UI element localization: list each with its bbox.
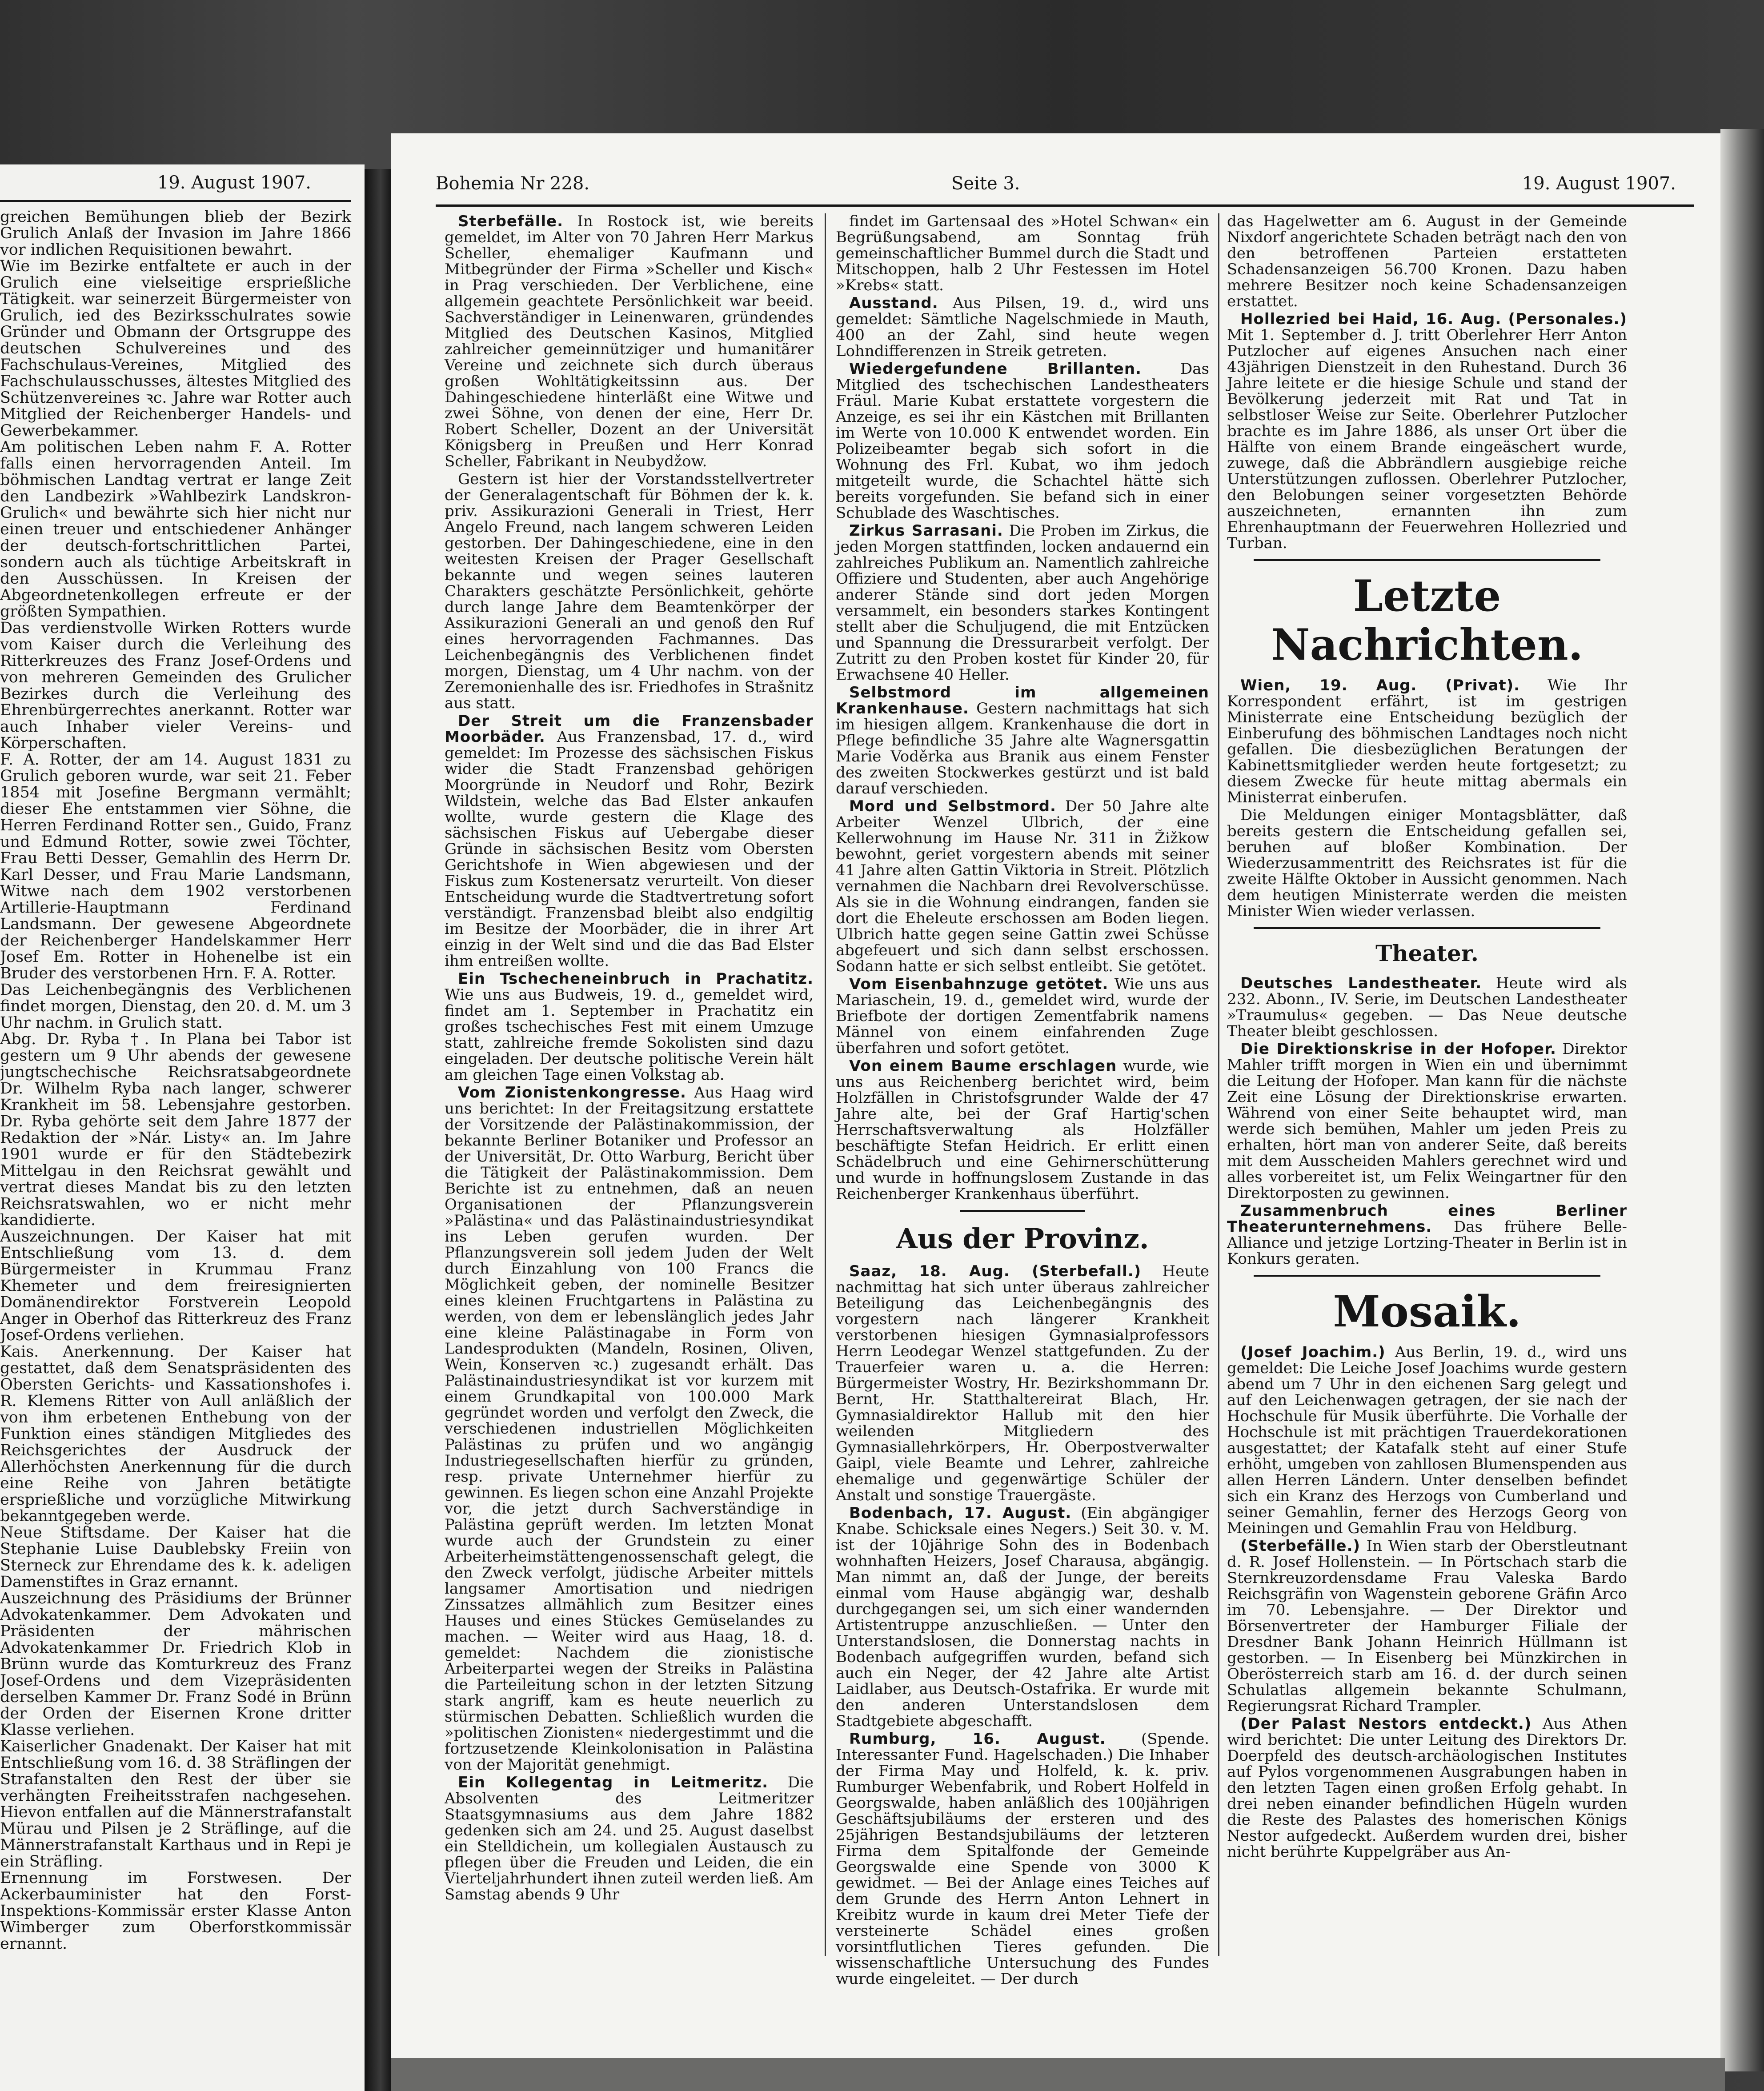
- masthead: [405, 173, 1707, 200]
- article-heading: Die Direktionskrise in der Hofoper.: [1240, 1040, 1556, 1058]
- page-gutter: [365, 169, 391, 2091]
- article-body: Mit 1. September d. J. tritt Oberlehrer Herr Anton Putzlocher auf eigenes Ansuchen nach einer 43jährigen Dienstzeit in den Ruhestand. Durch 36 Jahre leitete er die hiesige Schule und stand der Bevölkerung jederzeit mit Rat und Tat in selbstloser Weise zur Seite. Oberlehrer Putzlocher brachte es im Jahre 1886, als unser Ort über die Hälfte von einem Brande eingeäschert wurde, zuwege, daß die Abbrändlern ausgiebige reiche Unterstützungen zuflossen. Oberlehrer Putzlocher, den Belobungen seiner vorgesetzten Behörde auszeichneten, ernannten ihn zum Ehrenhauptmann der Feuerwehren Hollezried und Turban.: [1227, 326, 1627, 552]
- masthead-rule: [436, 204, 1694, 207]
- column-rule: [825, 213, 826, 1956]
- article: [445, 471, 814, 711]
- article-body: Heute nachmittag hat sich unter überaus zahlreicher Beteiligung das Leichenbegängnis des vorgestern nach längerer Krankheit verstorbenen hiesigen Gymnasialprofessors Herrn Leodegar Wenzel stattgefunden. Zu der Trauerfeier waren u. a. die Herren: Bürgermeister Wostry, Hr. Bezirkshommann Dr. Bernt, Hr. Statthaltereirat Blach, Hr. Gymnasialdirektor Hallub mit den hier weilenden Mitgliedern des Gymnasiallehrkörpers, Hr. Oberpostverwalter Gaipl, viele Beamte und Lehrer, zahlreiche ehemalige und gegenwärtige Schüler der Anstalt und sonstige Trauergäste.: [836, 1262, 1209, 1504]
- article: [1227, 1041, 1627, 1201]
- article-heading: Hollezried bei Haid, 16. Aug. (Personales.): [1240, 310, 1627, 328]
- article-heading: Sterbefälle.: [458, 212, 563, 230]
- masthead-date: 19. August 1907.: [1522, 173, 1676, 194]
- article: [1227, 807, 1627, 919]
- article: [836, 685, 1209, 797]
- article: [836, 1731, 1209, 1987]
- article-heading: Saaz, 18. Aug. (Sterbefall.): [849, 1262, 1142, 1280]
- article-heading: Von einem Baume erschlagen: [849, 1057, 1117, 1075]
- article-hagel-continued: das Hagelwetter am 6. August in der Gemeinde Nixdorf angerichtete Schaden beträgt nach den von den betroffenen Parteien erstatteten Schadensanzeigen 56.700 Kronen. Dazu haben mehrere Besitzer noch keine Schadensanzeigen erstattet.: [1227, 212, 1627, 310]
- article-body: Wie uns aus Budweis, 19. d., gemeldet wird, findet am 1. September in Prachatitz ein großes tschechisches Fest mit einem Umzuge statt, zahlreiche fremde Sokolisten sind dazu eingeladen. Der deutsche politische Verein hält am gleichen Tage einen Volkstag ab.: [445, 986, 814, 1084]
- left-page-paragraph: Das verdienstvolle Wirken Rotters wurde vom Kaiser durch die Verleihung des Ritterkreuzes des Franz Josef-Ordens und von mehreren Gemeinden des Grulicher Bezirkes durch die Verleihung des Ehrenbürgerrechtes anerkannt. Rotter war auch Inhaber vieler Vereins- und Körperschaften.: [0, 619, 351, 752]
- article-heading: Zirkus Sarrasani.: [849, 522, 1003, 540]
- article-heading: Selbstmord im allgemeinen Krankenhause.: [836, 684, 1209, 717]
- article-body: (Spende. Interessanter Fund. Hagelschaden.) Die Inhaber der Firma May und Holfeld, k. k. priv. Rumburger Webenfabrik, und Robert Holfeld in Georgswalde, haben anläßlich des 100jährigen Geschäftsjubiläums der ersteren und des 25jährigen Bestandsjubiläums der letzteren Firma dem Spitalfonde der Gemeinde Georgswalde eine Spende von 3000 K gewidmet. — Bei der Anlage eines Teiches auf dem Grunde des Herrn Anton Lehnert in Kreibitz wurde in kaum drei Meter Tiefe der versteinerte Schädel eines großen vorsintflutlichen Tieres gefunden. Die wissenschaftliche Untersuchung des Fundes wurde eingeleitet. — Der durch: [836, 1730, 1209, 1988]
- section-divider: [1254, 927, 1600, 929]
- article: [1227, 1344, 1627, 1536]
- left-page-paragraph: Auszeichnungen. Der Kaiser hat mit Entschließung vom 13. d. dem Bürgermeister in Krummau Franz Khemeter und dem freiresignierten Domänendirektor Forstverein Leopold Anger in Oberhof das Ritterkreuz des Franz Josef-Ordens verliehen.: [0, 1228, 351, 1344]
- section-divider: [1254, 1275, 1600, 1277]
- section-heading-letzte-nachrichten: Letzte Nachrichten.: [1271, 571, 1584, 670]
- article-body: Direktor Mahler trifft morgen in Wien ein und übernimmt die Leitung der Hofoper. Man kann für die nächste Zeit eine Lösung der Direktionskrise erwarten. Während von einer Seite behauptet wird, man werde sich bemühen, Mahler um jeden Preis zu erhalten, hört man von anderer Seite, daß bereits mit dem Ausscheiden Mahlers gerechnet wird und alles vorbereitet ist, um Felix Weingartner für den Direktorposten zu gewinnen.: [1227, 1040, 1627, 1202]
- article-heading: Ausstand.: [849, 294, 938, 312]
- left-page-paragraph: Neue Stiftsdame. Der Kaiser hat die Stephanie Luise Daublebsky Freiin von Sterneck zur Ehrendame des k. k. adeligen Damenstiftes in Graz ernannt.: [0, 1524, 351, 1591]
- article-body: Aus Berlin, 19. d., wird uns gemeldet: Die Leiche Josef Joachims wurde gestern abend um 7 Uhr in den eichenen Sarg gelegt und auf den Leichenwagen getragen, der sie nach der Hochschule für Musik überführte. Die Vorhalle der Hochschule ist mit prächtigen Trauerdekorationen ausgestattet; der Katafalk steht auf einer Stufe erhöht, umgeben von zahllosen Blumenspenden aus allen Herren Ländern. Unter denselben befindet sich ein Kranz des Herzogs von Cumberland und seiner Gemahlin, ferner des Herzogs Georg von Meiningen und Gemahlin Frau von Heldburg.: [1227, 1343, 1627, 1537]
- article-body: Wie uns aus Mariaschein, 19. d., gemeldet wird, wurde der Briefbote der dortigen Zementfabrik namens Männel von einem einfahrenden Zuge überfahren und sofort getötet.: [836, 975, 1209, 1057]
- article-body: Das Mitglied des tschechischen Landestheaters Fräul. Marie Kubat erstattete vorgestern die Anzeige, es sei ihr ein Kästchen mit Brillanten im Werte von 10.000 K entwendet worden. Ein Polizeibeamter begab sich sofort in die Wohnung des Frl. Kubat, wo ihm jedoch mitgeteilt wurde, die Schachtel hätte sich bereits vorgefunden. Sie befand sich in einer Schublade des Waschtisches.: [836, 360, 1209, 522]
- article-heading: Ein Kollegentag in Leitmeritz.: [458, 1774, 769, 1791]
- article: [445, 971, 814, 1083]
- column-rule: [1218, 213, 1219, 1956]
- article-body: Das frühere Belle-Alliance und jetzige Lortzing-Theater in Berlin ist in Konkurs geraten.: [1227, 1218, 1627, 1268]
- article-body: In Rostock ist, wie bereits gemeldet, im Alter von 70 Jahren Herr Markus Scheller, ehemaliger Kaufmann und Mitbegründer der Firma »Scheller und Kisch« in Prag verschieden. Der Verblichene, eine allgemein geachtete Persönlichkeit war beeid. Sachverständiger in Leinenwaren, gründendes Mitglied des Deutschen Kasinos, Mitglied zahlreicher gemeinnütziger und humanitärer Vereine und zeichnete sich durch überaus großen Wohltätigkeitssinn aus. Der Dahingeschiedene hinterläßt eine Witwe und zwei Söhne, von denen der eine, Herr Dr. Robert Scheller, Dozent an der Universität Königsberg in Preußen und Herr Konrad Scheller, Fabrikant in Neubydžow.: [445, 212, 814, 470]
- article-heading: Bodenbach, 17. August.: [849, 1504, 1072, 1522]
- page-stack-edge: [1720, 129, 1764, 2071]
- article-heading: Mord und Selbstmord.: [849, 797, 1056, 815]
- left-page: [0, 164, 365, 2091]
- article-body: Gestern nachmittags hat sich im hiesigen allgem. Krankenhause die dort in Pflege befindliche 35 Jahre alte Wagnersgattin Marie Voděrka aus Branik aus einem Fenster des zweiten Stockwerkes gestürzt und ist bald darauf verschieden.: [836, 700, 1209, 797]
- article-body: Der 50 Jahre alte Arbeiter Wenzel Ulbrich, der eine Kellerwohnung im Hause Nr. 311 in Žižkow bewohnt, geriet vorgestern abends mit seiner 41 Jahre alten Gattin Viktoria in Streit. Plötzlich vernahmen die Nachbarn drei Revolverschüsse. Als sie in die Wohnung eindrangen, fanden sie dort die Eheleute erschossen am Boden liegen. Ulbrich hatte gegen seine Gattin zwei Schüsse abgefeuert und sich dann selbst erschossen. Sodann hatte er sich selbst entleibt. Sie getötet.: [836, 797, 1209, 975]
- left-page-paragraph: greichen Bemühungen blieb der Bezirk Grulich Anlaß der Invasion im Jahre 1866 vor indlichen Requisitionen bewahrt.: [0, 208, 351, 259]
- column-3: [1227, 213, 1627, 1862]
- right-page: [391, 133, 1720, 2058]
- article: [836, 976, 1209, 1056]
- left-header-rule: [0, 200, 351, 202]
- article-heading: Zusammenbruch eines Berliner Theaterunternehmens.: [1227, 1202, 1627, 1236]
- article: [836, 213, 1209, 293]
- section-heading-aus-der-provinz: Aus der Provinz.: [896, 1222, 1149, 1255]
- article-heading: Rumburg, 16. August.: [849, 1730, 1106, 1748]
- article-body: (Ein abgängiger Knabe. Schicksale eines Negers.) Seit 30. v. M. ist der 10jährige Sohn des in Bodenbach wohnhaften Heizers, Josef Charausa, abgängig. Man nimmt an, daß der Junge, der bereits einmal vom Hause abgängig war, deshalb durchgegangen sei, um sich einer wandernden Artistentruppe anzuschließen. — Unter den Unterstandslosen, die Donnerstag nachts in Bodenbach aufgegriffen wurden, befand sich auch ein Neger, der 42 Jahre alte Artist Laidlaber, aus Deutsch-Ostafrika. Er wurde mit den anderen Unterstandslosen dem Stadtgebiete abgeschafft.: [836, 1504, 1209, 1730]
- article: [1227, 975, 1627, 1039]
- left-page-paragraph: Wie im Bezirke entfaltete er auch in der Grulich eine vielseitige ersprießliche Tätigkeit. war seinerzeit Bürgermeister von Grulich, ied des Bezirksschulrates sowie Gründer und Obmann der Ortsgruppe des deutschen Schulvereines und des Fachschulaus-Vereines, Mitglied des Fachschulausschusses, ältestes Mitglied des Schützenvereines ꝛc. Jahre war Rotter auch Mitglied der Reichenberger Handels- und Gewerbekammer.: [0, 257, 351, 440]
- article-hollezried: [1227, 311, 1627, 551]
- left-page-paragraph: Auszeichnung des Präsidiums der Brünner Advokatenkammer. Dem Advokaten und Präsidenten der mährischen Advokatenkammer Dr. Friedrich Klob in Brünn wurde das Komturkreuz des Franz Josef-Ordens und dem Vizepräsidenten derselben Kammer Dr. Franz Sodé in Brünn der Orden der Eisernen Krone dritter Klasse verliehen.: [0, 1590, 351, 1739]
- left-page-paragraph: Kais. Anerkennung. Der Kaiser hat gestattet, daß dem Senatspräsidenten des Obersten Gerichts- und Kassationshofes i. R. Klemens Ritter von Aull anläßlich der von ihm erbetenen Enthebung von der Funktion eines ständigen Mitgliedes des Reichsgerichtes der Ausdruck der Allerhöchsten Anerkennung für die durch eine Reihe von Jahren betätigte ersprießliche und vorzügliche Mitwirkung bekanntgegeben werde.: [0, 1343, 351, 1525]
- article-body: Aus Pilsen, 19. d., wird uns gemeldet: Sämtliche Nagelschmiede in Mauth, 400 an der Zahl, sind heute wegen Lohndifferenzen in Streik getreten.: [836, 294, 1209, 360]
- article-body: Heute wird als 232. Abonn., IV. Serie, im Deutschen Landestheater »Traumulus« gegeben. — Das Neue deutsche Theater bleibt geschlossen.: [1227, 974, 1627, 1040]
- theater-articles: [1227, 975, 1627, 1267]
- article: [1227, 1538, 1627, 1714]
- article: [1227, 677, 1627, 805]
- article: [445, 213, 814, 469]
- column-1: [445, 213, 814, 1904]
- masthead-paper-name: Bohemia Nr 228.: [436, 173, 590, 194]
- left-page-date: 19. August 1907.: [157, 172, 311, 193]
- article-heading: Wien, 19. Aug. (Privat).: [1240, 677, 1520, 694]
- article: [836, 798, 1209, 974]
- article-heading: (Sterbefälle.): [1240, 1537, 1361, 1555]
- article-heading: Der Streit um die Franzensbader Moorbäder.: [445, 712, 814, 746]
- article-body: wurde, wie uns aus Reichenberg berichtet wird, beim Holzfällen in Christofsgrunder Walde der 47 Jahre alte, bei der Graf Hartig'schen Herrschaftsverwaltung als Holzfäller beschäftigte Stefan Heidrich. Er erlitt einen Schädelbruch und eine Gehirnerschütterung und wurde in hoffnungslosem Zustande in das Reichenberger Krankenhaus überführt.: [836, 1057, 1209, 1203]
- article: [445, 1085, 814, 1773]
- article: [836, 523, 1209, 683]
- article-body: findet im Gartensaal des »Hotel Schwan« ein Begrüßungsabend, am Sonntag früh gemeinschaftlicher Bummel durch die Stadt und Mitschoppen, halb 2 Uhr Festessen im Hotel »Krebs« statt.: [836, 212, 1209, 294]
- left-page-text: [0, 209, 351, 1952]
- article-heading: Vom Zionistenkongresse.: [458, 1084, 686, 1102]
- left-page-paragraph: F. A. Rotter, der am 14. August 1831 zu Grulich geboren wurde, war seit 21. Feber 1854 mit Josefine Bergmann vermählt; dieser Ehe entstammen vier Söhne, die Herren Ferdinand Rotter sen., Guido, Franz und Edmund Rotter, sowie zwei Töchter, Frau Betti Desser, Gemahlin des Herrn Dr. Karl Desser, und Frau Marie Landsmann, Witwe nach dem 1902 verstorbenen Artillerie-Hauptmann Ferdinand Landsmann. Der gewesene Abgeordnete der Reichenberger Handelskammer Herr Josef Em. Rotter in Hohenelbe ist ein Bruder des verstorbenen Hrn. F. A. Rotter.: [0, 751, 351, 982]
- article-body: Aus Athen wird berichtet: Die unter Leitung des Direktors Dr. Doerpfeld des deutsch-archäologischen Institutes auf Pylos vorgenommenen Ausgrabungen haben in den letzten Tagen einen großen Erfolg gehabt. In drei neben einander befindlichen Hügeln wurden die Reste des Palastes des homerischen Königs Nestor aufgedeckt. Außerdem wurden drei, bisher nicht berührte Kuppelgräber aus An-: [1227, 1715, 1627, 1861]
- letzte-nachrichten-articles: [1227, 677, 1627, 919]
- mosaik-articles: [1227, 1344, 1627, 1860]
- article-body: Die Absolventen des Leitmeritzer Staatsgymnasiums aus dem Jahre 1882 gedenken sich am 24. und 25. August daselbst ein Stelldichein, um kollegialen Austausch zu pflegen über die Freuden und Leiden, die ein Vierteljahrhundert ihnen zuteil werden ließ. Am Samstag abends 9 Uhr: [445, 1774, 814, 1903]
- article-body: Aus Franzensbad, 17. d., wird gemeldet: Im Prozesse des sächsischen Fiskus wider die Stadt Franzensbad gehörigen Moorgründe in Neudorf und Rohr, Bezirk Wildstein, welche das Bad Elster ankaufen wollte, wurde gestern die Klage des sächsischen Fiskus auf Uebergabe dieser Gründe in sächsischen Besitz vom Obersten Gerichtshofe in Wien abgewiesen und der Fiskus zum Kostenersatz verurteilt. Von dieser Entscheidung wurde die Stadtvertretung sofort verständigt. Franzensbad bleibt also endgiltig im Besitze der Moorbäder, die in ihrer Art einzig in der Welt sind und die das Bad Elster ihm entreißen wollte.: [445, 728, 814, 970]
- article-heading: (Der Palast Nestors entdeckt.): [1240, 1715, 1532, 1733]
- left-page-paragraph: Am politischen Leben nahm F. A. Rotter falls einen hervorragenden Anteil. Im böhmischen Landtag vertrat er lange Zeit den Landbezirk »Wahlbezirk Landskron-Grulich« und bewährte sich hier nicht nur einen treuer und entschiedener Anhänger der deutsch-fortschrittlichen Partei, sondern auch als tüchtige Arbeitskraft in den Ausschüssen. In Kreisen der Abgeordnetenkollegen erfreute er der größten Sympathien.: [0, 438, 351, 621]
- article: [445, 713, 814, 969]
- left-page-paragraph: Abg. Dr. Ryba †. In Plana bei Tabor ist gestern um 9 Uhr abends der gewesene jungtschechische Reichsratsabgeordnete Dr. Wilhelm Ryba nach langer, schwerer Krankheit im 58. Lebensjahre gestorben. Dr. Ryba gehörte seit dem Jahre 1877 der Redaktion der »Nár. Listy« an. Im Jahre 1901 wurde er für den Städtebezirk Mittelgau in den Reichsrat gewählt und vertrat dieses Mandat bis zu den letzten Reichsratswahlen, wo er nicht mehr kandidierte.: [0, 1030, 351, 1229]
- article: [836, 1505, 1209, 1729]
- left-page-paragraph: Das Leichenbegängnis des Verblichenen findet morgen, Dienstag, den 20. d. M. um 3 Uhr nachm. in Grulich statt.: [0, 981, 351, 1032]
- article-body: Wie Ihr Korrespondent erfährt, ist im gestrigen Ministerrate eine Entscheidung bezüglich der Einberufung des böhmischen Landtages noch nicht gefallen. Die diesbezüglichen Beratungen der Kabinettsmitglieder werden heute fortgesetzt; zu diesem Zwecke für heute mittag abermals ein Ministerrat einberufen.: [1227, 677, 1627, 806]
- left-page-paragraph: Ernennung im Forstwesen. Der Ackerbauminister hat den Forst-Inspektions-Kommissär erster Klasse Anton Wimberger zum Oberforstkommissär ernannt.: [0, 1869, 351, 1953]
- article-body: Die Meldungen einiger Montagsblätter, daß bereits gestern die Entscheidung gefallen sei, beruhen auf bloßer Kombination. Der Wiederzusammentritt des Reichsrates ist für die zweite Hälfte Oktober in Aussicht genommen. Nach dem heutigen Ministerrate werden die meisten Minister Wien wieder verlassen.: [1227, 806, 1627, 920]
- article-heading: Ein Tschecheneinbruch in Prachatitz.: [458, 970, 814, 988]
- article: [1227, 1716, 1627, 1860]
- masthead-page-number: Seite 3.: [951, 173, 1020, 194]
- left-page-paragraph: Kaiserlicher Gnadenakt. Der Kaiser hat mit Entschließung vom 16. d. 38 Sträflingen der Strafanstalten den Rest der über sie verhängten Freiheitsstrafen nachgesehen. Hievon entfallen auf die Männerstrafanstalt Mürau und Pilsen je 2 Sträflinge, auf die Männerstrafanstalt Karthaus und in Repi je ein Sträfling.: [0, 1738, 351, 1871]
- article: [1227, 1203, 1627, 1267]
- article-body: Die Proben im Zirkus, die jeden Morgen stattfinden, locken andauernd ein zahlreiches Publikum an. Namentlich zahlreiche Offiziere und Studenten, aber auch Angehörige anderer Stände sind dort jeden Morgen versammelt, ein besonders starkes Kontingent stellt aber die Schuljugend, die mit Entzücken und Spannung die Dressurarbeit verfolgt. Der Zutritt zu den Proben kostet für Kinder 20, für Erwachsene 40 Heller.: [836, 522, 1209, 684]
- page-bottom-edge: [391, 2058, 1725, 2091]
- section-heading-mosaik: Mosaik.: [1333, 1286, 1521, 1337]
- article-heading: Vom Eisenbahnzuge getötet.: [849, 975, 1109, 993]
- article: [836, 1263, 1209, 1503]
- article-body: Gestern ist hier der Vorstandsstellvertreter der Generalagentschaft für Böhmen der k. k. priv. Assikurazioni Generali in Triest, Herr Angelo Freund, nach langem schweren Leiden gestorben. Der Dahingeschiedene, eine in den weitesten Kreisen der Prager Gesellschaft bekannte und wegen seines lauteren Charakters geschätzte Persönlichkeit, gehörte durch lange Jahre dem Beamtenkörper der Assikurazioni Generali an und genoß den Ruf eines hervorragenden Fachmannes. Das Leichenbegängnis des Verblichenen findet morgen, Dienstag, um 4 Uhr nachm. von der Zeremonienhalle des isr. Friedhofes in Strašnitz aus statt.: [445, 470, 814, 712]
- section-divider: [960, 1210, 1085, 1212]
- article-heading: (Josef Joachim.): [1240, 1343, 1386, 1361]
- article: [836, 295, 1209, 359]
- article: [836, 361, 1209, 521]
- article-body: In Wien starb der Oberstleutnant d. R. Josef Hollenstein. — In Pörtschach starb die Sternkreuzordensdame Frau Valeska Bardo Reichsgräfin von Wagenstein geborene Gräfin Arco im 70. Lebensjahre. — Der Direktor und Börsenvertreter der Hamburger Filiale der Dresdner Bank Johann Heinrich Hüllmann ist gestorben. — In Eisenberg bei Münzkirchen in Oberösterreich starb am 16. d. der durch seinen Schulatlas allgemein bekannte Schulmann, Regierungsrat Richard Trampler.: [1227, 1537, 1627, 1715]
- article: [836, 1058, 1209, 1202]
- article-heading: Deutsches Landestheater.: [1240, 974, 1482, 992]
- section-divider: [1254, 559, 1600, 561]
- column-2: [836, 213, 1209, 1989]
- article-heading: Wiedergefundene Brillanten.: [849, 360, 1142, 378]
- article: [445, 1775, 814, 1903]
- section-heading-theater: Theater.: [1375, 940, 1479, 966]
- article-body: Aus Haag wird uns berichtet: In der Freitagsitzung erstattete der Vorsitzende der Palästinakommission, der bekannte Berliner Botaniker und Professor an der Universität, Dr. Otto Warburg, Bericht über die Tätigkeit der Palästinakommission. Dem Berichte ist zu entnehmen, daß an neuen Organisationen der Pflanzungsverein »Palästina« und das Palästinaindustriesyndikat ins Leben gerufen wurden. Der Pflanzungsverein soll jedem Juden der Welt durch Einzahlung von 100 Francs die Möglichkeit geben, der nominelle Besitzer eines kleinen Fruchtgartens in Palästina zu werden, von dem er lebenslänglich jedes Jahr eine kleine Palästinagabe in Form von Landesprodukten (Mandeln, Rosinen, Oliven, Wein, Konserven ꝛc.) zugesandt erhält. Das Palästinaindustriesyndikat ist vor kurzem mit einem Grundkapital von 100.000 Mark gegründet worden und verfolgt den Zweck, die verschiedenen industriellen Möglichkeiten Palästinas zu prüfen und wo angängig Industriegesellschaften hierfür zu gründen, resp. private Unternehmer hierfür zu gewinnen. Es liegen schon eine Anzahl Projekte vor, die jetzt durch Sachverständige in Palästina geprüft werden. Im letzten Monat wurde auch der Grundstein zu einer Arbeiterheimstättengenossenschaft gelegt, die den Zweck verfolgt, jüdische Arbeiter mittels langsamer Amortisation und niedrigen Zinssatzes allmählich zum Besitzer eines Hauses und eines Stückes Gemüselandes zu machen. — Weiter wird aus Haag, 18. d. gemeldet: Nachdem die zionistische Arbeiterpartei wegen der Streiks in Palästina die Parteileitung schon in der letzten Sitzung stark angriff, kam es heute neuerlich zu stürmischen Debatten. Schließlich wurden die »politischen Zionisten« niedergestimmt und die fortzusetzende Kleinkolonisation in Palästina von der Majorität genehmigt.: [445, 1084, 814, 1774]
